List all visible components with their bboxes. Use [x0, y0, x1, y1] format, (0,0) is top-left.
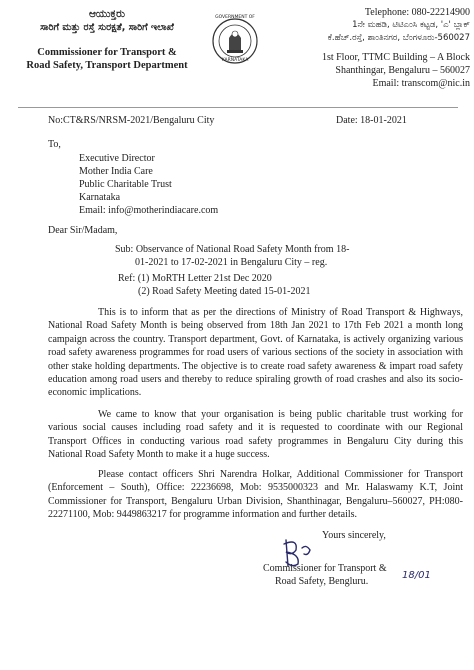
letterhead-left — [12, 8, 202, 72]
to-label: To, — [48, 139, 61, 150]
body-paragraph: Please contact officers Shri Narendra Holkar, Additional Commissioner for Transport (Enforcement – South), Office: 22236698, Mob: 9535000323 and Mr. Halaswamy K.T, Joint Commissioner for Transport, Bengaluru Urban Division, Shanthinagar, Bengaluru–560027, PH:080-22271100, Mob: 9449863217 for programme information and further details. — [48, 469, 463, 521]
emblem-text-top: GOVERNMENT OF — [215, 15, 255, 20]
recipient-line: Public Charitable Trust — [79, 179, 172, 190]
recipient-address — [79, 152, 218, 217]
recipient-email: Email: info@motherindiacare.com — [79, 205, 219, 216]
office-email: Email: transcom@nic.in — [372, 78, 470, 89]
kannada-title: ಆಯುಕ್ತರು — [88, 8, 126, 20]
kannada-department: ಸಾರಿಗೆ ಮತ್ತು ರಸ್ತೆ ಸುರಕ್ಷತೆ, ಸಾರಿಗೆ ಇಲಾಖೆ — [40, 22, 174, 33]
signatory-title: Commissioner for Transport & — [263, 563, 387, 574]
closing: Yours sincerely, — [322, 530, 386, 541]
telephone: Telephone: 080-22214900 — [364, 7, 470, 18]
reference-line: Ref: (1) MoRTH Letter 21st Dec 2020 — [118, 273, 272, 284]
emblem-text-bottom: KARNATAKA — [221, 58, 249, 63]
salutation: Dear Sir/Madam, — [48, 225, 118, 236]
reference-number: No:CT&RS/NRSM-2021/Bengaluru City — [48, 115, 215, 126]
subject-line: 01-2021 to 17-02-2021 in Bengaluru City – reg. — [135, 257, 328, 268]
letter-date: Date: 18-01-2021 — [336, 115, 407, 126]
kannada-address-line2: ಕೆ.ಹೆಚ್.ರಸ್ತೆ, ಶಾಂತಿನಗರ, ಬೆಂಗಳೂರು-560027 — [327, 33, 470, 43]
government-emblem — [210, 14, 260, 74]
department-name: Road Safety, Transport Department — [26, 60, 188, 71]
handwritten-date: 18/01 — [402, 570, 431, 581]
recipient-line: Karnataka — [79, 192, 121, 203]
address-line2: Shanthingar, Bengaluru – 560027 — [335, 65, 470, 76]
address-line1: 1st Floor, TTMC Building – A Block — [321, 52, 470, 63]
recipient-line: Mother India Care — [79, 166, 153, 177]
reference-line: (2) Road Safety Meeting dated 15-01-2021 — [138, 286, 311, 297]
header-divider — [18, 107, 458, 108]
signatory-office: Road Safety, Bengluru. — [275, 576, 369, 587]
kannada-address-line1: 1ನೇ ಮಹಡಿ, ಟಿಟಿಎಂಸಿ ಕಟ್ಟಡ, 'ಎ' ಬ್ಲಾಕ್ — [352, 20, 470, 30]
body-paragraph: This is to inform that as per the directions of Ministry of Road Transport & Highways, National Road Safety Month is being observed from 18th Jan 2021 to 17th Feb 2021 a month long campaign across the country. Transport department, Govt. of Karnataka, is actively organizing various road safety awareness programmes for road users of various sections of the society in association with other stake holding departments. The objective is to create road safety awareness & impart road safety education among road users and thereby to reduce spiraling growth of road crashes and also its socio-economic implications. — [48, 307, 463, 399]
recipient-line: Executive Director — [79, 153, 155, 164]
subject-line: Sub: Observance of National Road Safety Month from 18- — [115, 244, 350, 255]
office-title: Commissioner for Transport & — [37, 47, 177, 58]
body-paragraph: We came to know that your organisation is being public charitable trust working for various social causes including road safety and it is requested to coordinate with our Regional Transport Offices in conducting various road safety programmes in Bengaluru City during this National Road Safety Month to make it a huge success. — [48, 409, 463, 461]
letterhead-right — [268, 6, 470, 90]
